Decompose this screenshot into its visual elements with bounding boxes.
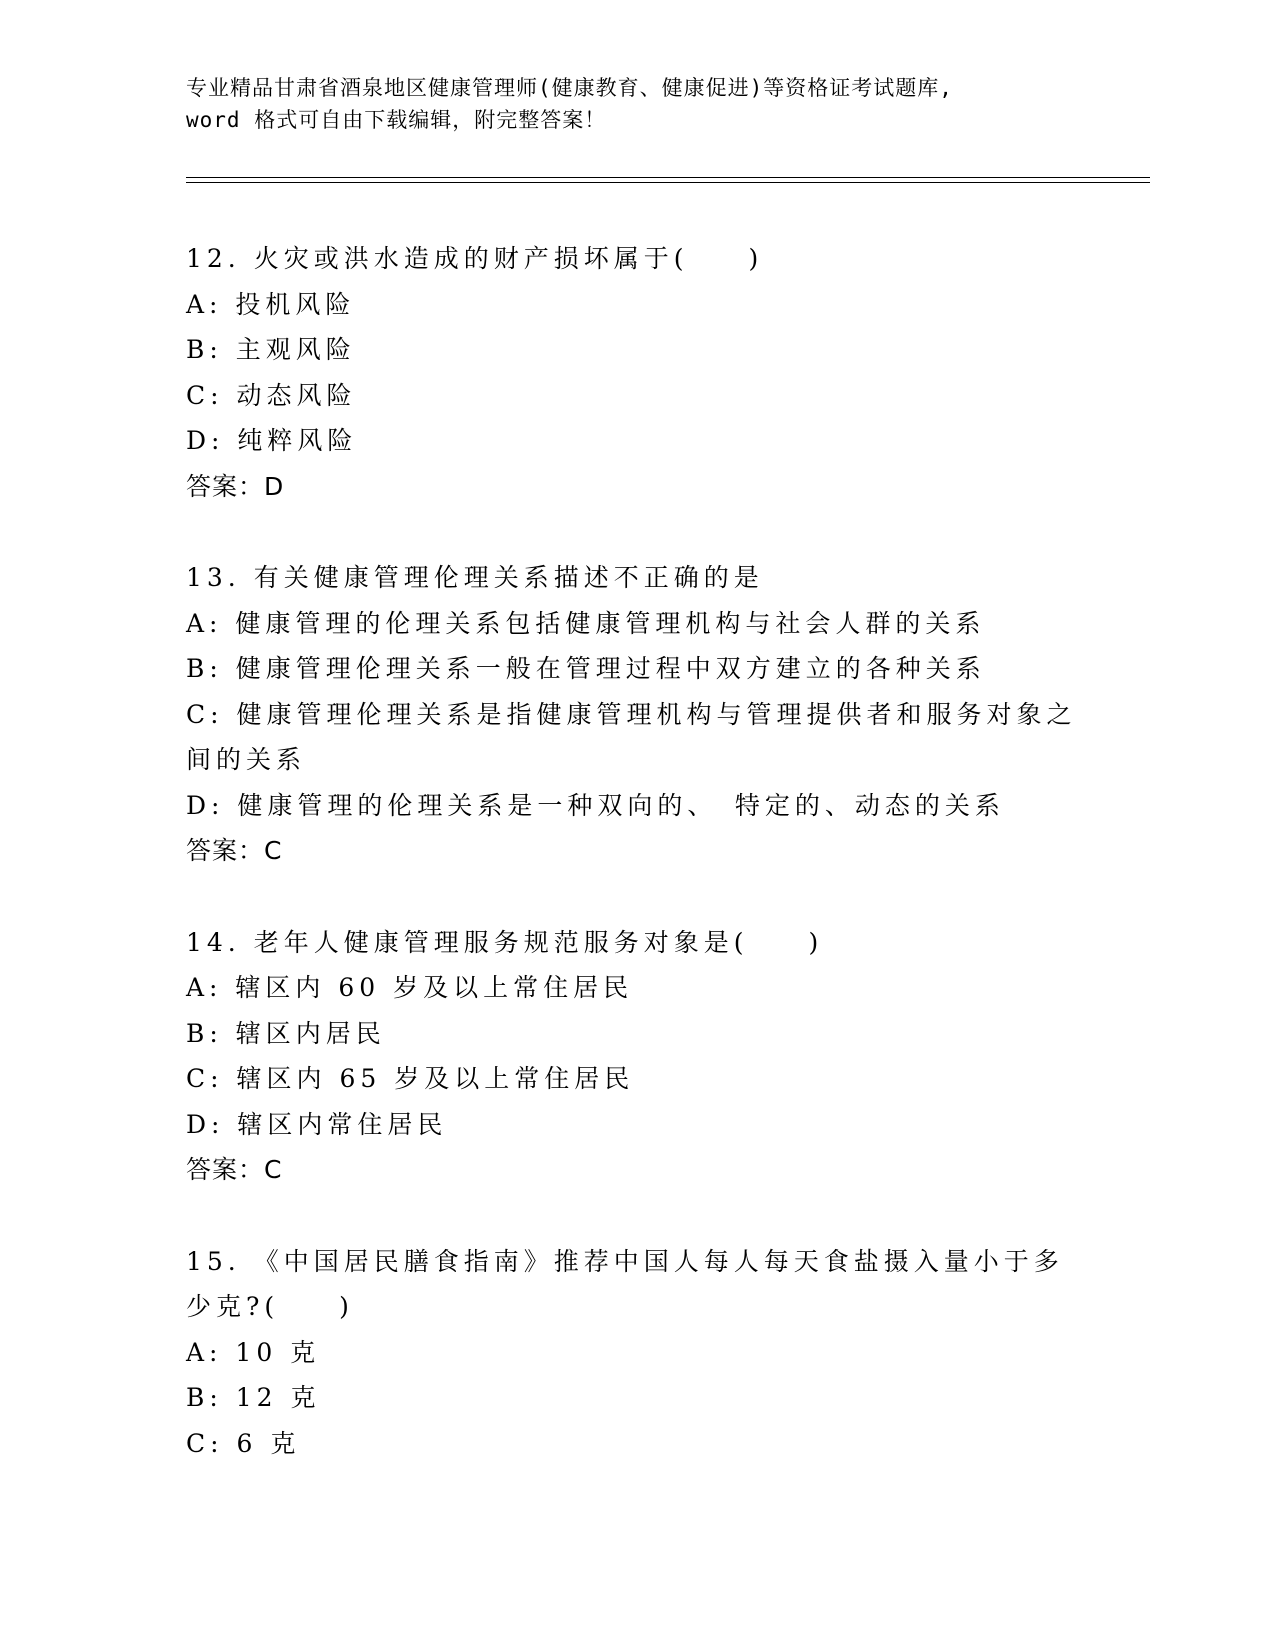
option-d: D: 纯粹风险 <box>186 426 358 455</box>
option-c: C: 健康管理伦理关系是指健康管理机构与管理提供者和服务对象之间的关系 <box>186 699 1077 774</box>
question-13 <box>186 555 1086 874</box>
header-line-2: word 格式可自由下载编辑，附完整答案！ <box>186 108 607 132</box>
question-stem: 15. 《中国居民膳食指南》推荐中国人每人每天食盐摄入量小于多少克?( ) <box>186 1246 1064 1321</box>
option-b: B: 辖区内居民 <box>186 1018 386 1048</box>
option-d: D: 健康管理的伦理关系是一种双向的、 特定的、动态的关系 <box>186 790 1005 820</box>
question-stem: 13. 有关健康管理伦理关系描述不正确的是 <box>186 563 764 592</box>
answer: 答案：D <box>186 471 285 501</box>
header-line-1: 专业精品甘肃省酒泉地区健康管理师(健康教育、健康促进)等资格证考试题库, <box>186 76 953 100</box>
option-b: B: 健康管理伦理关系一般在管理过程中双方建立的各种关系 <box>186 654 986 683</box>
question-15 <box>186 1239 1086 1467</box>
option-a: A: 辖区内 60 岁及以上常住居民 <box>186 973 634 1002</box>
option-a: A: 健康管理的伦理关系包括健康管理机构与社会人群的关系 <box>186 608 986 638</box>
option-b: B: 主观风险 <box>186 335 356 364</box>
option-c: C: 动态风险 <box>186 380 357 410</box>
option-d: D: 辖区内常住居民 <box>186 1109 448 1139</box>
option-c: C: 辖区内 65 岁及以上常住居民 <box>186 1064 635 1093</box>
question-12 <box>186 236 1086 509</box>
answer: 答案：C <box>186 836 283 865</box>
question-list <box>186 236 1086 1512</box>
option-b: B: 12 克 <box>186 1383 321 1412</box>
option-c: C: 6 克 <box>186 1428 301 1458</box>
document-header <box>186 72 1086 136</box>
header-divider-top <box>186 177 1150 178</box>
question-stem: 12. 火灾或洪水造成的财产损坏属于( ) <box>186 244 764 273</box>
option-a: A: 10 克 <box>186 1337 321 1367</box>
question-14 <box>186 920 1086 1193</box>
header-divider-bottom <box>186 182 1150 183</box>
option-a: A: 投机风险 <box>186 289 356 319</box>
answer: 答案：C <box>186 1155 283 1184</box>
question-stem: 14. 老年人健康管理服务规范服务对象是( ) <box>186 927 824 957</box>
